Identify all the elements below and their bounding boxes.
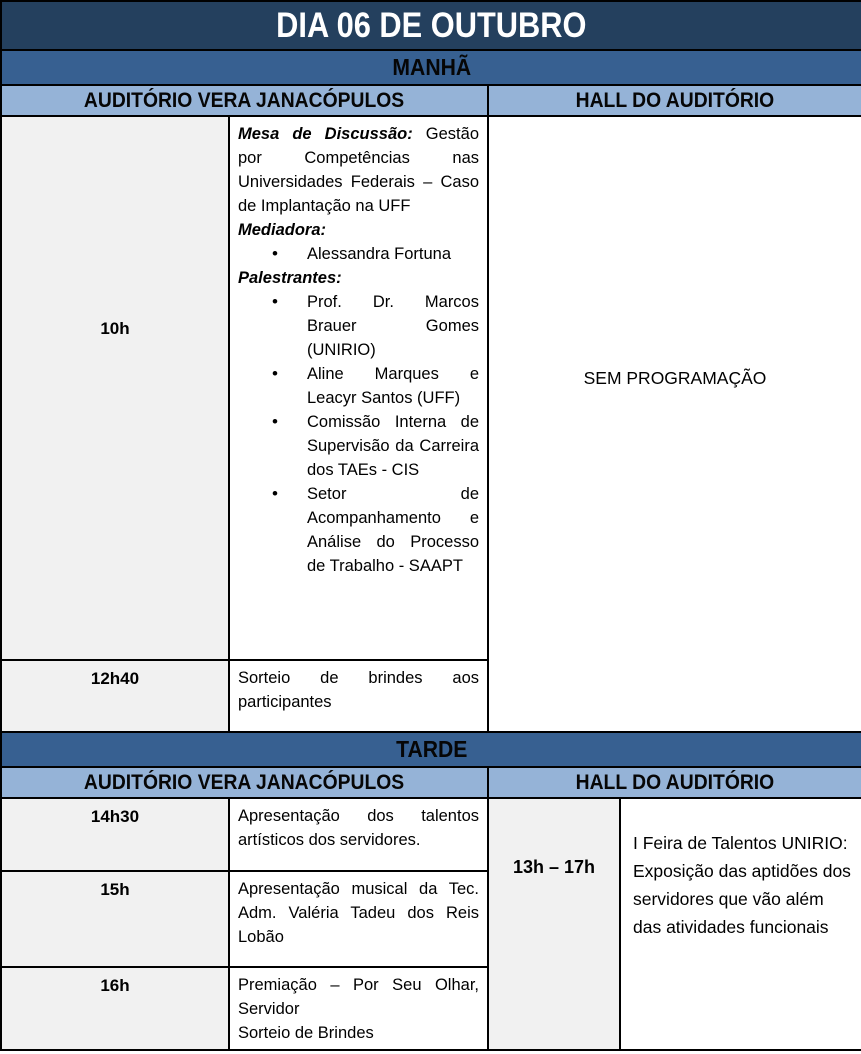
morning-hall-header (488, 85, 861, 116)
session-16h-line1: Premiação – Por Seu Olhar, Servidor (238, 976, 479, 1018)
title-band (1, 1, 861, 50)
afternoon-venue-header (1, 767, 488, 798)
morning-hall-cell: SEM PROGRAMAÇÃO (488, 116, 861, 732)
morning-hall-header-label: HALL DO AUDITÓRIO (575, 88, 775, 112)
afternoon-hall-header (488, 767, 861, 798)
session-16h-line2: Sorteio de Brindes (238, 1024, 374, 1042)
morning-row-10h (1, 116, 861, 660)
speakers-list (238, 290, 479, 578)
session-cell-16h (229, 967, 488, 1050)
afternoon-label: TARDE (395, 736, 468, 762)
time-cell-10h: 10h (1, 116, 229, 660)
time-cell-14h30: 14h30 (1, 798, 229, 871)
morning-column-header-row (1, 85, 861, 116)
session-cell-12h40: Sorteio de brindes aos participantes (229, 660, 488, 732)
afternoon-row-14h30 (1, 798, 861, 871)
morning-venue-header-label: AUDITÓRIO VERA JANACÓPULOS (84, 88, 405, 112)
time-cell-13h-17h: 13h – 17h (488, 798, 620, 1050)
afternoon-hall-header-label: HALL DO AUDITÓRIO (575, 770, 775, 794)
speaker-item: • Setor de Acompanhamento e Análise do Processo de Trabalho - SAAPT (238, 482, 479, 578)
speaker-item: • Prof. Dr. Marcos Brauer Gomes (UNIRIO) (238, 290, 479, 362)
discussion-text: Gestão por Competências nas Universidades Federais – Caso de Implantação na UFF (238, 125, 479, 215)
morning-band (1, 50, 861, 85)
morning-band-row (1, 50, 861, 85)
speaker-item: • Comissão Interna de Supervisão da Carreira dos TAEs - CIS (238, 410, 479, 482)
morning-venue-header (1, 85, 488, 116)
speakers-label: Palestrantes: (238, 269, 342, 287)
time-cell-15h: 15h (1, 871, 229, 967)
afternoon-band (1, 732, 861, 767)
morning-label: MANHÃ (392, 54, 471, 80)
session-cell-15h: Apresentação musical da Tec. Adm. Valéria Tadeu dos Reis Lobão (229, 871, 488, 967)
time-cell-12h40: 12h40 (1, 660, 229, 732)
afternoon-column-header-row (1, 767, 861, 798)
mediator-list (238, 242, 479, 266)
afternoon-band-row (1, 732, 861, 767)
afternoon-hall-cell: I Feira de Talentos UNIRIO: Exposição das aptidões dos servidores que vão além das atividades funcionais (620, 798, 861, 1050)
session-cell-10h (229, 116, 488, 660)
discussion-paragraph (238, 122, 479, 218)
speaker-item: • Aline Marques e Leacyr Santos (UFF) (238, 362, 479, 410)
time-cell-16h: 16h (1, 967, 229, 1050)
page-title: DIA 06 DE OUTUBRO (276, 5, 587, 45)
session-cell-14h30: Apresentação dos talentos artísticos dos servidores. (229, 798, 488, 871)
discussion-label: Mesa de Discussão: (238, 125, 413, 143)
title-row (1, 1, 861, 50)
mediator-label: Mediadora: (238, 221, 327, 239)
mediator-item: • Alessandra Fortuna (238, 242, 479, 266)
afternoon-venue-header-label: AUDITÓRIO VERA JANACÓPULOS (84, 770, 405, 794)
